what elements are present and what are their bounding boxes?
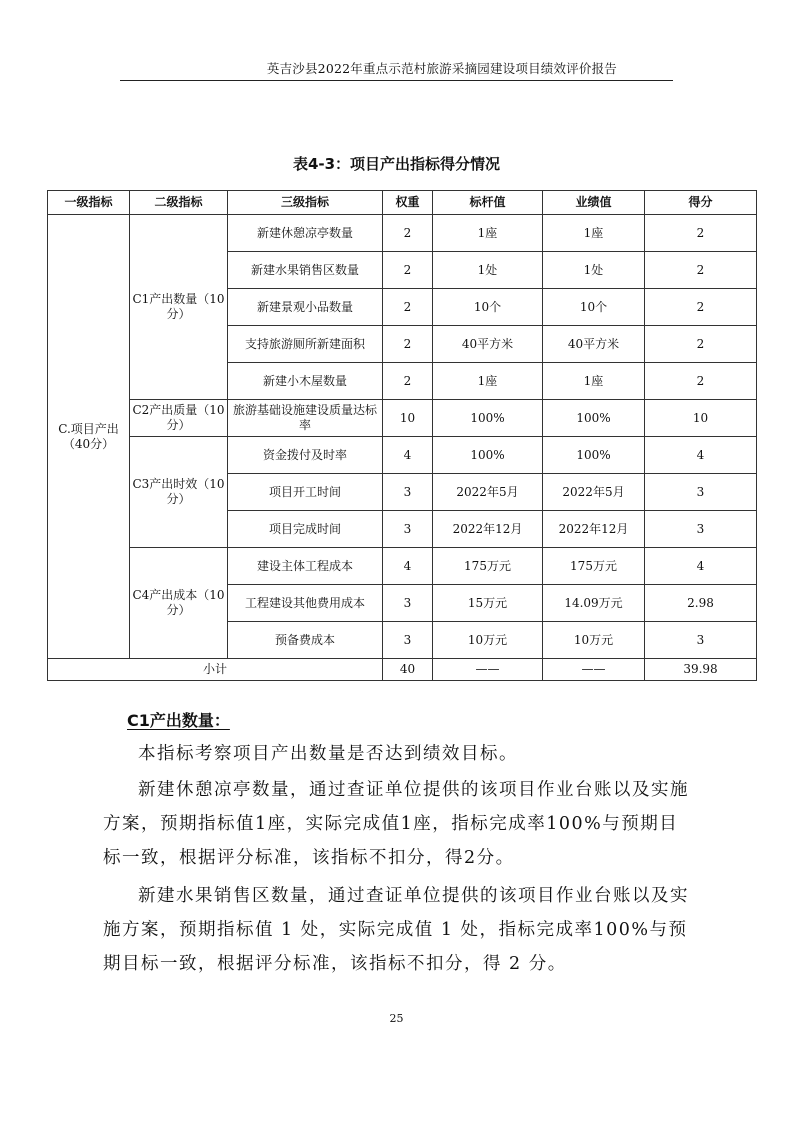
score-cell: 4 [645,437,757,474]
level3-cell: 新建水果销售区数量 [228,252,383,289]
target-cell: 100% [433,400,543,437]
output-indicator-table [47,190,757,681]
target-cell: 2022年5月 [433,474,543,511]
subtotal-weight: 40 [383,659,433,681]
actual-cell: 2022年12月 [543,511,645,548]
paragraph: 本指标考察项目产出数量是否达到绩效目标。 [138,744,518,764]
table-row [48,400,757,437]
level3-cell: 新建景观小品数量 [228,289,383,326]
target-cell: 175万元 [433,548,543,585]
level3-cell: 项目开工时间 [228,474,383,511]
weight-cell: 4 [383,548,433,585]
header-rule [120,80,673,81]
weight-cell: 3 [383,585,433,622]
level2-cell: C3产出时效（10分） [130,437,228,548]
target-cell: 1处 [433,252,543,289]
level3-cell: 资金拨付及时率 [228,437,383,474]
score-cell: 2.98 [645,585,757,622]
weight-cell: 3 [383,474,433,511]
level3-cell: 项目完成时间 [228,511,383,548]
level2-cell: C4产出成本（10分） [130,548,228,659]
table-row [48,215,757,252]
header-level3: 三级指标 [228,191,383,215]
header-weight: 权重 [383,191,433,215]
weight-cell: 2 [383,363,433,400]
weight-cell: 10 [383,400,433,437]
weight-cell: 2 [383,252,433,289]
weight-cell: 3 [383,622,433,659]
actual-cell: 1处 [543,252,645,289]
actual-cell: 100% [543,400,645,437]
level3-cell: 旅游基础设施建设质量达标率 [228,400,383,437]
page-number: 25 [389,1012,404,1025]
actual-cell: 1座 [543,215,645,252]
actual-cell: 1座 [543,363,645,400]
actual-cell: 100% [543,437,645,474]
header-level1: 一级指标 [48,191,130,215]
header-target: 标杆值 [433,191,543,215]
score-cell: 10 [645,400,757,437]
score-cell: 2 [645,252,757,289]
target-cell: 100% [433,437,543,474]
target-cell: 15万元 [433,585,543,622]
level3-cell: 新建休憩凉亭数量 [228,215,383,252]
level3-cell: 工程建设其他费用成本 [228,585,383,622]
target-cell: 1座 [433,363,543,400]
subtotal-score: 39.98 [645,659,757,681]
target-cell: 10万元 [433,622,543,659]
target-cell: 10个 [433,289,543,326]
actual-cell: 2022年5月 [543,474,645,511]
table-header-row [48,191,757,215]
weight-cell: 4 [383,437,433,474]
level2-cell: C1产出数量（10分） [130,215,228,400]
header-score: 得分 [645,191,757,215]
target-cell: 40平方米 [433,326,543,363]
score-cell: 3 [645,622,757,659]
score-cell: 2 [645,289,757,326]
subtotal-label: 小计 [48,659,383,681]
score-cell: 4 [645,548,757,585]
weight-cell: 3 [383,511,433,548]
subtotal-actual: —— [543,659,645,681]
table-caption: 表4-3：项目产出指标得分情况 [292,155,501,173]
paragraph: 新建水果销售区数量，通过查证单位提供的该项目作业台账以及实施方案，预期指标值 1 处，实际完成值 1 处，指标完成率100%与预期目标一致，根据评分标准，该指标不扣分，得 2 分。 [103,886,689,974]
score-cell: 2 [645,326,757,363]
level2-cell: C2产出质量（10分） [130,400,228,437]
level3-cell: 新建小木屋数量 [228,363,383,400]
header-level2: 二级指标 [130,191,228,215]
subtotal-row [48,659,757,681]
level1-cell: C.项目产出（40分） [48,215,130,659]
paragraph: 新建休憩凉亭数量，通过查证单位提供的该项目作业台账以及实施方案，预期指标值1座，实际完成值1座，指标完成率100%与预期目标一致，根据评分标准，该指标不扣分，得2分。 [103,780,689,868]
table-row [48,548,757,585]
level3-cell: 预备费成本 [228,622,383,659]
level3-cell: 支持旅游厕所新建面积 [228,326,383,363]
subtotal-target: —— [433,659,543,681]
actual-cell: 10万元 [543,622,645,659]
weight-cell: 2 [383,289,433,326]
score-cell: 3 [645,511,757,548]
actual-cell: 10个 [543,289,645,326]
weight-cell: 2 [383,215,433,252]
score-cell: 3 [645,474,757,511]
header-actual: 业绩值 [543,191,645,215]
level3-cell: 建设主体工程成本 [228,548,383,585]
target-cell: 1座 [433,215,543,252]
table-row [48,437,757,474]
running-header: 英吉沙县2022年重点示范村旅游采摘园建设项目绩效评价报告 [266,61,617,76]
score-cell: 2 [645,363,757,400]
score-cell: 2 [645,215,757,252]
actual-cell: 175万元 [543,548,645,585]
weight-cell: 2 [383,326,433,363]
actual-cell: 14.09万元 [543,585,645,622]
section-heading: C1产出数量： [127,711,230,730]
actual-cell: 40平方米 [543,326,645,363]
target-cell: 2022年12月 [433,511,543,548]
